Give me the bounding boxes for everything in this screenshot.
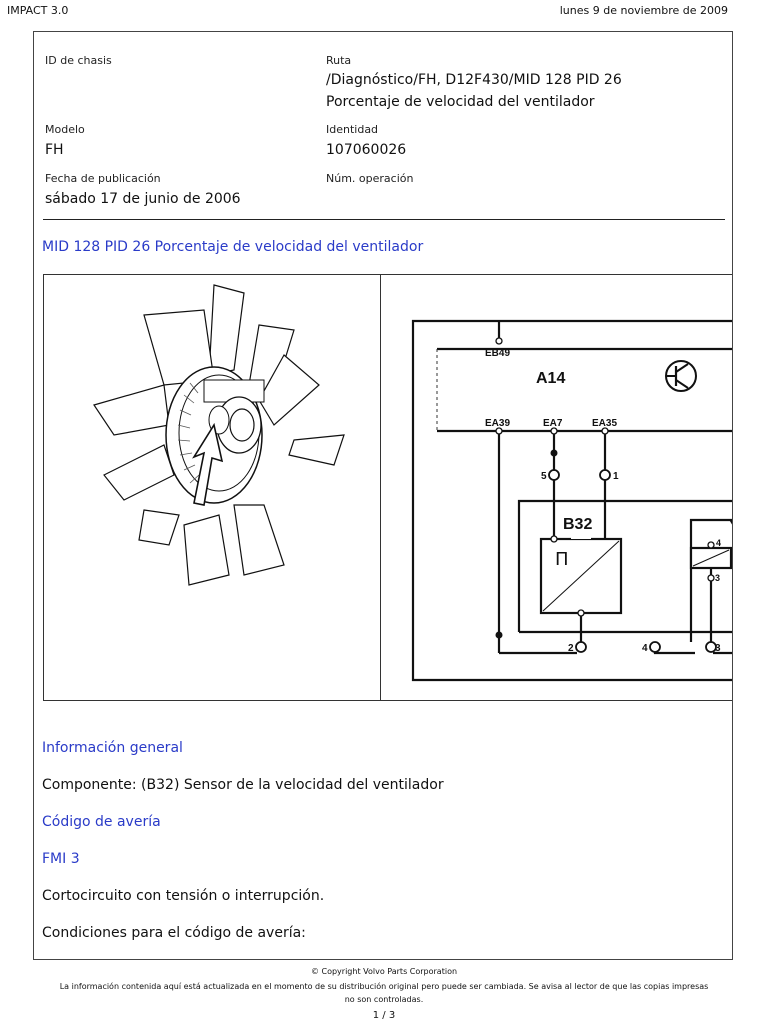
node-2-label: 2 bbox=[568, 643, 574, 654]
app-name: IMPACT 3.0 bbox=[7, 4, 69, 17]
fault-code-heading: Código de avería bbox=[42, 814, 161, 830]
figure-box bbox=[43, 274, 740, 701]
fan-illustration bbox=[44, 275, 380, 702]
wiring-schematic bbox=[381, 275, 740, 702]
copyright-notice: © Copyright Volvo Parts Corporation bbox=[310, 967, 458, 976]
node-4-relay-label: 4 bbox=[716, 538, 722, 548]
node-5-label: 5 bbox=[541, 471, 547, 482]
general-info-heading: Información general bbox=[42, 740, 183, 756]
relay-y-label: Y bbox=[729, 518, 740, 535]
svg-text:Π: Π bbox=[555, 549, 569, 570]
model-value: FH bbox=[45, 142, 64, 158]
node-3-bottom-label: 3 bbox=[715, 643, 721, 654]
pin-ea35-label: EA35 bbox=[592, 418, 618, 429]
pin-ea39-label: EA39 bbox=[485, 418, 511, 429]
node-1-label: 1 bbox=[613, 471, 619, 482]
model-label: Modelo bbox=[45, 123, 85, 136]
sensor-b32-label: B32 bbox=[563, 516, 593, 533]
pubdate-value: sábado 17 de junio de 2006 bbox=[45, 191, 241, 207]
node-3-relay-label: 3 bbox=[715, 573, 721, 583]
chassis-id-label: ID de chasis bbox=[45, 54, 112, 67]
component-text: Componente: (B32) Sensor de la velocidad del ventilador bbox=[42, 777, 444, 793]
identity-value: 107060026 bbox=[326, 142, 407, 158]
conditions-text: Condiciones para el código de avería: bbox=[42, 925, 306, 941]
section-title: MID 128 PID 26 Porcentaje de velocidad del ventilador bbox=[42, 239, 424, 255]
document-frame bbox=[33, 31, 740, 960]
identity-label: Identidad bbox=[326, 123, 379, 136]
pin-ea7-label: EA7 bbox=[543, 418, 563, 429]
route-path: /Diagnóstico/FH, D12F430/MID 128 PID 26 bbox=[326, 72, 622, 88]
route-title: Porcentaje de velocidad del ventilador bbox=[326, 94, 595, 110]
short-circuit-text: Cortocircuito con tensión o interrupción. bbox=[42, 888, 325, 904]
unit-a14-label: A14 bbox=[536, 370, 566, 387]
fmi-heading: FMI 3 bbox=[42, 851, 80, 867]
page-number: 1 / 3 bbox=[372, 1010, 396, 1021]
pubdate-label: Fecha de publicación bbox=[45, 172, 161, 185]
route-label: Ruta bbox=[326, 54, 352, 67]
separator-rule bbox=[43, 219, 725, 220]
operation-number-label: Núm. operación bbox=[326, 172, 414, 185]
distribution-notice: La información contenida aquí está actualizada en el momento de su distribución original pero puede ser cambiada. Se avisa al lector de que las copias impresas no son controladas. bbox=[59, 982, 709, 1004]
pin-eb49-label: EB49 bbox=[485, 348, 511, 359]
node-4-bottom-label: 4 bbox=[642, 643, 648, 654]
print-date: lunes 9 de noviembre de 2009 bbox=[559, 4, 728, 17]
